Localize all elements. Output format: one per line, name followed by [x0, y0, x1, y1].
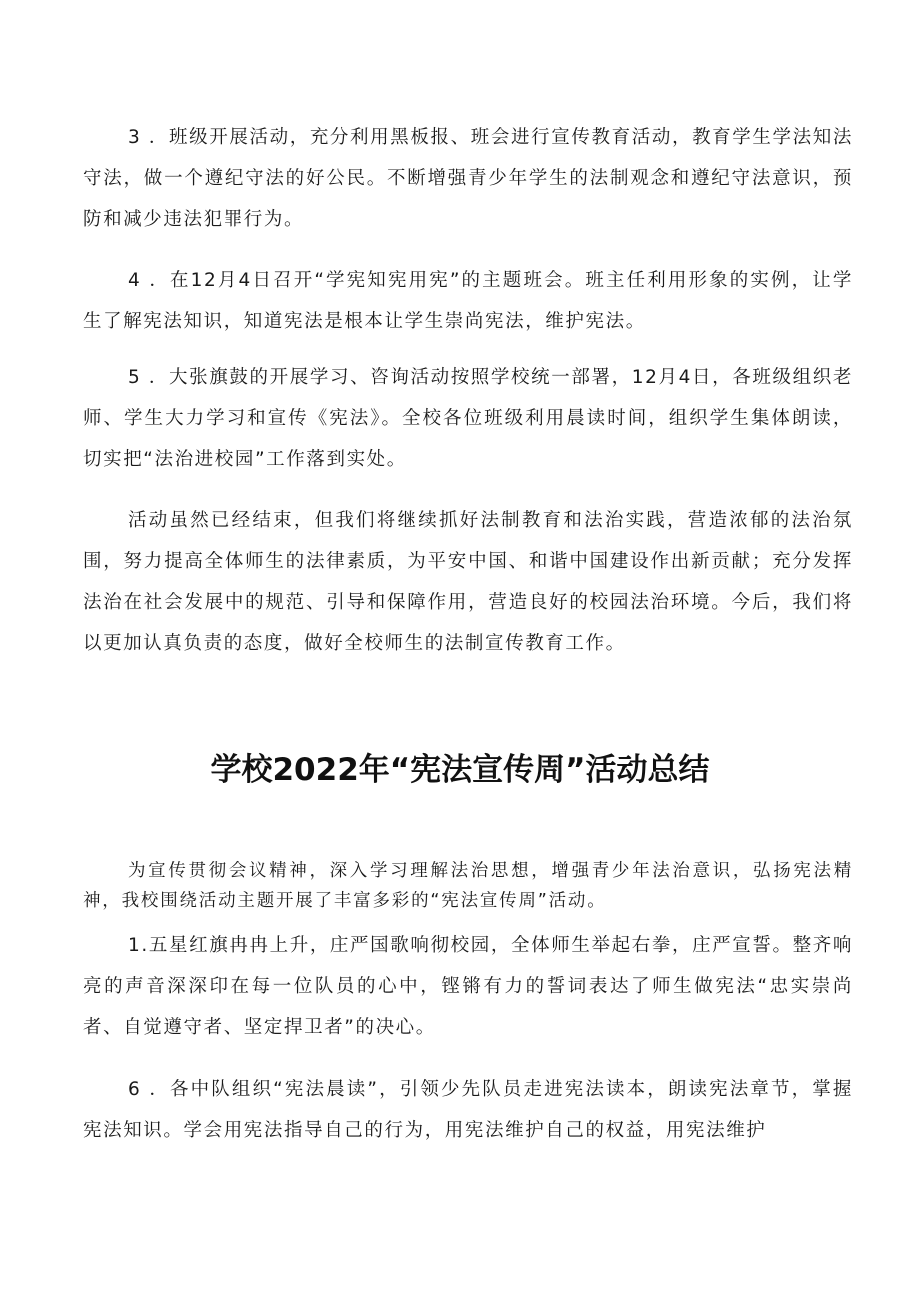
paragraph-item-1: 1.五星红旗冉冉上升，庄严国歌响彻校园，全体师生举起右拳，庄严宣誓。整齐响亮的声音深深印在每一位队员的心中，铿锵有力的誓词表达了师生做宪法“忠实崇尚者、自觉遵守者、坚定捍卫者”的决心。 [83, 935, 853, 1038]
document-title: 学校2022年“宪法宣传周”活动总结 [210, 752, 710, 788]
paragraph-item-6: 6 ．各中队组织“宪法晨读”，引领少先队员走进宪法读本，朗读宪法章节，掌握宪法知识。学会用宪法指导自己的行为，用宪法维护自己的权益，用宪法维护 [83, 1079, 853, 1141]
paragraph-item-3: 3 ．班级开展活动，充分利用黑板报、班会进行宣传教育活动，教育学生学法知法守法，做一个遵纪守法的好公民。不断增强青少年学生的法制观念和遵纪守法意识，预防和减少违法犯罪行为。 [83, 127, 853, 230]
paragraph-conclusion: 活动虽然已经结束，但我们将继续抓好法制教育和法治实践，营造浓郁的法治氛围，努力提高全体师生的法律素质，为平安中国、和谐中国建设作出新贡献；充分发挥法治在社会发展中的规范、引导和保障作用，营造良好的校园法治环境。今后，我们将以更加认真负责的态度，做好全校师生的法制宣传教育工作。 [83, 510, 853, 654]
paragraph-item-4: 4 ．在12月4日召开“学宪知宪用宪”的主题班会。班主任利用形象的实例，让学生了解宪法知识，知道宪法是根本让学生崇尚宪法，维护宪法。 [83, 270, 853, 332]
paragraph-intro: 为宣传贯彻会议精神，深入学习理解法治思想，增强青少年法治意识，弘扬宪法精神，我校围绕活动主题开展了丰富多彩的“宪法宣传周”活动。 [83, 861, 853, 911]
paragraph-item-5: 5 ．大张旗鼓的开展学习、咨询活动按照学校统一部署，12月4日，各班级组织老师、学生大力学习和宣传《宪法》。全校各位班级利用晨读时间，组织学生集体朗读，切实把“法治进校园”工作落到实处。 [83, 367, 853, 470]
